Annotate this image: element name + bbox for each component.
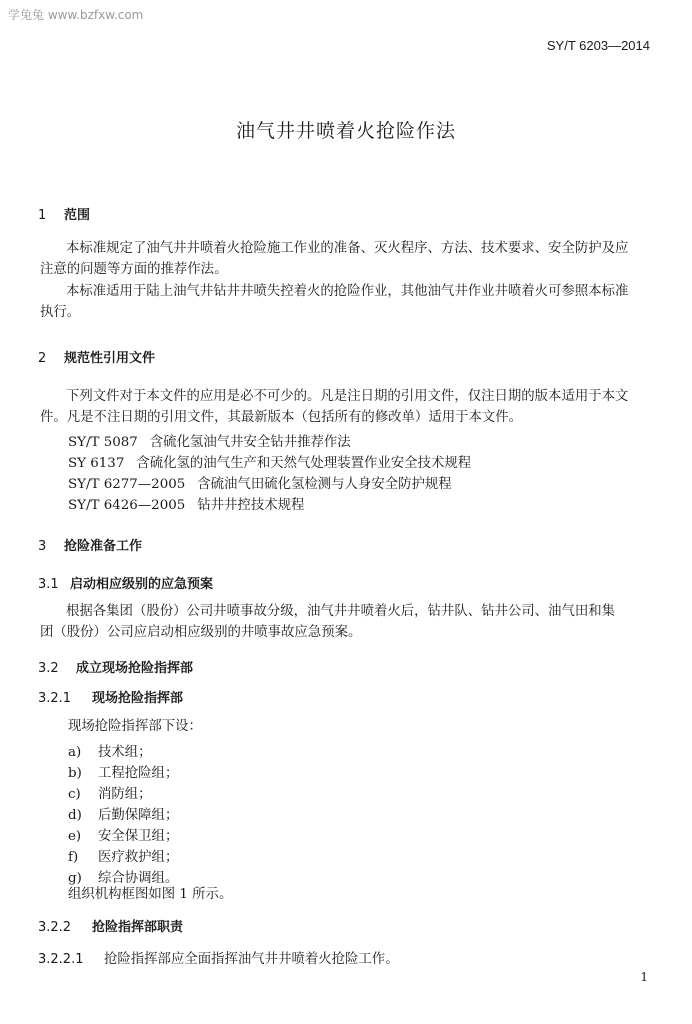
list-item (68, 783, 152, 802)
list-marker: f) (68, 850, 79, 865)
list-item (68, 804, 178, 823)
section-number: 2 (38, 351, 47, 366)
section-title: 范围 (64, 208, 91, 223)
reference-code: SY/T 6277—2005 (68, 477, 186, 492)
list-item-text: 后勤保障组； (98, 808, 179, 823)
list-item-text: 安全保卫组； (98, 829, 179, 844)
section-title: 规范性引用文件 (64, 351, 156, 366)
list-item-text: 工程抢险组； (98, 766, 179, 781)
paragraph-line: 根据各集团（股份）公司井喷事故分级，油气井井喷着火后，钻井队、钻井公司、油气田和集 (66, 604, 616, 619)
section-title: 成立现场抢险指挥部 (76, 661, 194, 676)
section-number: 3 (38, 539, 47, 554)
clause-text: 抢险指挥部应全面指挥油气井井喷着火抢险工作。 (104, 952, 399, 967)
section-3-2-heading (38, 657, 193, 676)
list-item-text: 技术组； (98, 745, 152, 760)
paragraph-line: 下列文件对于本文件的应用是必不可少的。凡是注日期的引用文件，仅注日期的版本适用于本文 (66, 389, 629, 404)
list-marker: c) (68, 787, 81, 802)
section-title: 抢险准备工作 (64, 539, 143, 554)
list-item-text: 消防组； (98, 787, 152, 802)
paragraph-line: 团（股份）公司应启动相应级别的井喷事故应急预案。 (40, 625, 362, 640)
list-marker: g) (68, 871, 82, 886)
section-title: 启动相应级别的应急预案 (70, 577, 214, 592)
clause-3-2-2-1 (38, 948, 399, 967)
normative-reference (68, 494, 304, 513)
reference-code: SY 6137 (68, 456, 125, 471)
paragraph-line: 注意的问题等方面的推荐作法。 (40, 262, 228, 277)
section-number: 3.1 (38, 577, 59, 592)
section-number: 3.2 (38, 661, 59, 676)
list-marker: a) (68, 745, 82, 760)
section-1-heading (38, 204, 90, 223)
section-number: 1 (38, 208, 47, 223)
list-marker: e) (68, 829, 82, 844)
list-intro: 现场抢险指挥部下设： (68, 719, 202, 734)
section-3-2-1-heading (38, 687, 183, 706)
list-marker: b) (68, 766, 82, 781)
paragraph-line: 件。凡是不注日期的引用文件，其最新版本（包括所有的修改单）适用于本文件。 (40, 410, 523, 425)
list-item (68, 741, 152, 760)
list-item-text: 医疗救护组； (98, 850, 179, 865)
reference-title: 含硫化氢油气井安全钻井推荐作法 (149, 435, 351, 450)
section-title: 现场抢险指挥部 (92, 691, 184, 706)
standard-code: SY/T 6203—2014 (546, 38, 650, 53)
normative-reference (68, 452, 471, 471)
section-2-heading (38, 347, 155, 366)
watermark: 学兔兔 www.bzfxw.com (8, 8, 144, 22)
clause-number: 3.2.2.1 (38, 952, 84, 967)
section-3-2-2-heading (38, 916, 183, 935)
list-item (68, 846, 178, 865)
list-outro: 组织机构框图如图 1 所示。 (68, 887, 233, 902)
page-number: 1 (640, 970, 648, 984)
paragraph-line: 本标准规定了油气井井喷着火抢险施工作业的准备、灭火程序、方法、技术要求、安全防护及应 (66, 241, 629, 256)
paragraph-line: 本标准适用于陆上油气井钻井井喷失控着火的抢险作业，其他油气井作业井喷着火可参照本标准 (66, 284, 629, 299)
normative-reference (68, 473, 452, 492)
section-number: 3.2.1 (38, 691, 72, 706)
section-number: 3.2.2 (38, 920, 72, 935)
reference-code: SY/T 5087 (68, 435, 138, 450)
reference-code: SY/T 6426—2005 (68, 498, 186, 513)
section-3-1-heading (38, 573, 213, 592)
paragraph-line: 执行。 (40, 305, 81, 320)
list-marker: d) (68, 808, 82, 823)
reference-title: 钻井井控技术规程 (197, 498, 305, 513)
document-title: 油气井井喷着火抢险作法 (235, 120, 456, 142)
normative-reference (68, 431, 351, 450)
list-item-text: 综合协调组。 (98, 871, 179, 886)
reference-title: 含硫化氢的油气生产和天然气处理装置作业安全技术规程 (136, 456, 472, 471)
list-item (68, 825, 178, 844)
reference-title: 含硫油气田硫化氢检测与人身安全防护规程 (197, 477, 452, 492)
section-title: 抢险指挥部职责 (92, 920, 184, 935)
section-3-heading (38, 535, 142, 554)
list-item (68, 762, 178, 781)
